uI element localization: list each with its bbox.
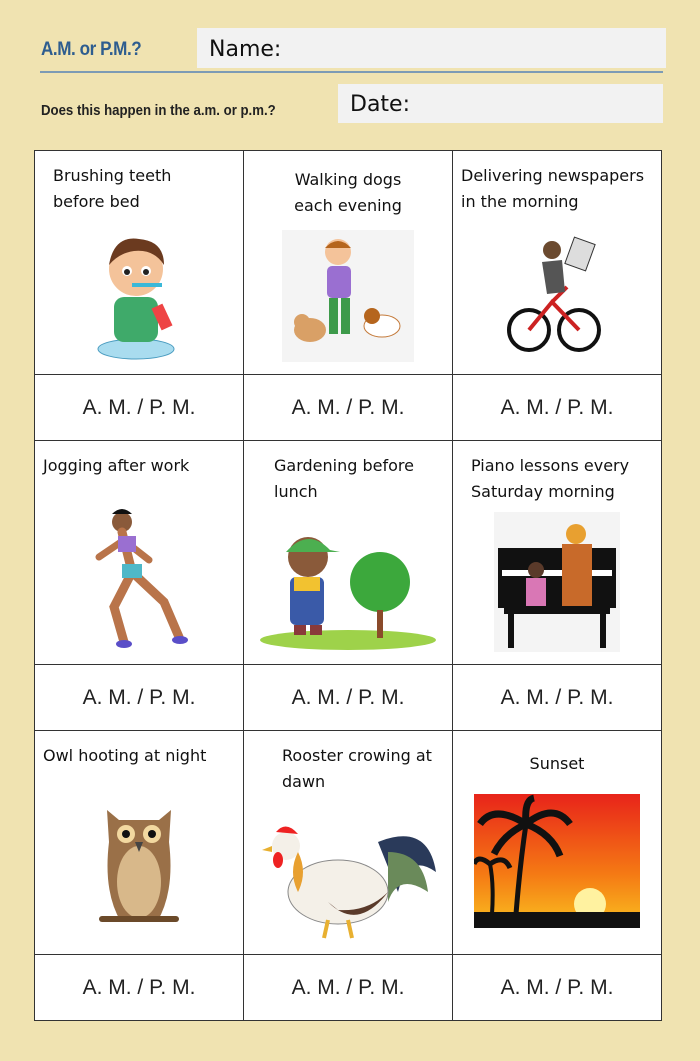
worksheet-instructions: Does this happen in the a.m. or p.m.? — [41, 102, 276, 119]
activity-grid — [34, 150, 662, 1021]
date-field[interactable] — [338, 84, 663, 123]
header-divider — [40, 71, 663, 73]
activity-caption: Brushing teeth before bed — [53, 166, 172, 211]
date-label: Date: — [350, 92, 410, 117]
worksheet-title: A.M. or P.M.? — [41, 39, 142, 60]
activity-cell — [35, 151, 244, 375]
activity-caption: Owl hooting at night — [43, 746, 207, 765]
activity-caption: Walking dogs each evening — [294, 170, 402, 215]
activity-caption: Rooster crowing at dawn — [282, 746, 432, 791]
activity-cell — [244, 731, 453, 955]
activity-cell — [453, 441, 662, 665]
sunset-icon — [474, 794, 640, 928]
woman-jogging-icon — [84, 502, 194, 652]
am-pm-choice[interactable]: A. M. / P. M. — [244, 665, 453, 731]
rooster-icon — [258, 812, 438, 942]
activity-cell — [453, 731, 662, 955]
activity-cell — [453, 151, 662, 375]
am-pm-choice[interactable]: A. M. / P. M. — [244, 375, 453, 441]
activity-caption: Gardening before lunch — [274, 456, 414, 501]
activity-cell — [35, 441, 244, 665]
am-pm-choice[interactable]: A. M. / P. M. — [453, 955, 662, 1021]
am-pm-choice[interactable]: A. M. / P. M. — [35, 665, 244, 731]
activity-cell — [244, 151, 453, 375]
am-pm-choice[interactable]: A. M. / P. M. — [453, 665, 662, 731]
am-pm-choice[interactable]: A. M. / P. M. — [35, 375, 244, 441]
activity-caption: Piano lessons every Saturday morning — [471, 456, 630, 501]
am-pm-choice[interactable]: A. M. / P. M. — [244, 955, 453, 1021]
name-field[interactable] — [197, 28, 666, 68]
boy-walking-dogs-icon — [282, 230, 414, 362]
newspaper-cyclist-icon — [507, 232, 607, 362]
activity-cell — [35, 731, 244, 955]
activity-caption: Sunset — [529, 754, 585, 773]
am-pm-choice[interactable]: A. M. / P. M. — [35, 955, 244, 1021]
activity-cell — [244, 441, 453, 665]
activity-caption: Delivering newspapers in the morning — [461, 166, 645, 211]
boy-gardening-icon — [258, 522, 438, 652]
activity-caption: Jogging after work — [43, 456, 190, 475]
piano-lesson-icon — [494, 512, 620, 652]
am-pm-choice[interactable]: A. M. / P. M. — [453, 375, 662, 441]
boy-brushing-teeth-icon — [94, 227, 184, 362]
name-label: Name: — [209, 37, 282, 62]
owl-icon — [99, 802, 179, 942]
